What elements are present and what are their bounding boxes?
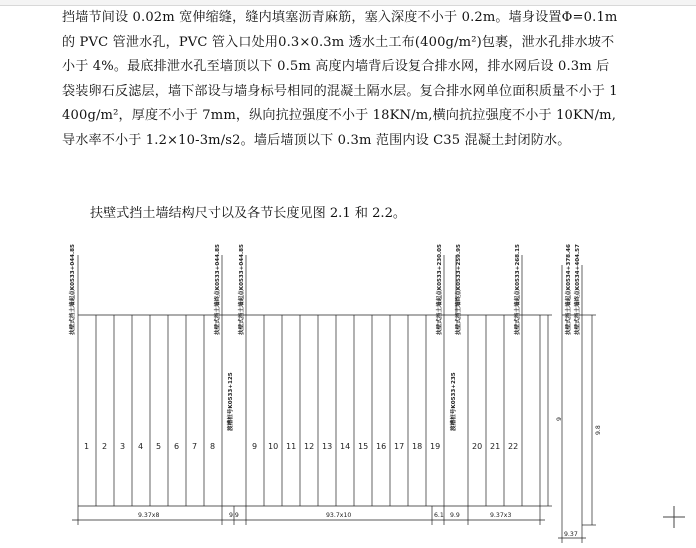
section-number: 13 [322,442,333,451]
station-label: 扶壁式挡土墙起点K0534+378.46 [566,244,572,335]
dimension-label: 9.9 [450,512,460,519]
station-label: 扶壁式挡土墙起点K0533+044.85 [239,244,245,335]
station-label: 扶壁式挡土墙终点K0533+259.95 [456,244,462,335]
aqueduct-labels [226,372,457,431]
station-label: 扶壁式挡土墙起点K0533+044.85 [70,244,76,335]
section-number: 22 [508,442,519,451]
section-number: 16 [376,442,387,451]
figure-caption: 扶壁式挡土墙结构尺寸以及各节长度见图 2.1 和 2.2。 [90,206,407,221]
crosshair-cursor-icon [663,506,685,528]
section-number: 9 [252,442,258,451]
section-numbers [84,442,518,451]
dimension-labels [138,512,578,538]
station-label: 扶壁式挡土墙终点K0534+404.57 [575,244,581,335]
section-number: 12 [304,442,315,451]
section-number: 11 [286,442,297,451]
section-number: 15 [358,442,369,451]
section-number: 7 [192,442,198,451]
retaining-wall-elevation-drawing [0,225,696,548]
aqueduct-station-label: 渡槽桩号K0533+125 [228,372,234,431]
dimension-label: 9.37x3 [490,512,512,519]
section-number: 8 [210,442,216,451]
section-number: 5 [156,442,162,451]
station-label: 扶壁式挡土墙起点K0533+230.05 [437,244,443,335]
dimension-label: 6.1 [434,512,444,519]
section-number: 19 [430,442,441,451]
station-label: 扶壁式挡土墙终点K0533+044.85 [215,244,221,335]
dimension-label: 9.37x8 [138,512,160,519]
section-number: 18 [412,442,423,451]
section-number: 20 [472,442,483,451]
section-number: 17 [394,442,405,451]
height-label: 9.8 [595,425,602,435]
section-number: 6 [174,442,180,451]
section-number: 3 [120,442,126,451]
section-number: 10 [268,442,279,451]
aqueduct-station-label: 渡槽桩号K0533+235 [451,372,457,431]
section-number: 1 [84,442,90,451]
dimension-label: 9.37 [564,531,578,538]
dimension-label: 9.9 [229,512,239,519]
section-number: 2 [102,442,108,451]
body-paragraph: 挡墙节间设 0.02m 宽伸缩缝，缝内填塞沥青麻筋，塞入深度不小于 0.2m。墙身设置Φ=0.1m 的 PVC 管泄水孔，PVC 管入口处用0.3×0.3m 透水土工布(400g/m²)包裹，泄水孔排水坡不小于 4%。最底排泄水孔至墙顶以下 0.5m 高度内墙背后设复合排水网，排水网后设 0.3m 后袋装卵石反滤层，墙下部设与墙身标号相同的混凝土隔水层。复合排水网单位面积质量不小于 1400g/m²，厚度不小于 7mm，纵向抗拉强度不小于 18KN/m,横向抗拉强度不小于 10KN/m,导水率不小于 1.2×10-3m/s2。墙后墙顶以下 0.3m 范围内设 C35 混凝土封闭防水。 [62,10,618,148]
section-number: 21 [490,442,501,451]
station-label: 扶壁式挡土墙起点K0533+268.15 [515,244,521,335]
section-number: 14 [340,442,351,451]
height-label: 9 [556,417,563,421]
dimension-label: 93.7x10 [326,512,352,519]
section-number: 4 [138,442,144,451]
